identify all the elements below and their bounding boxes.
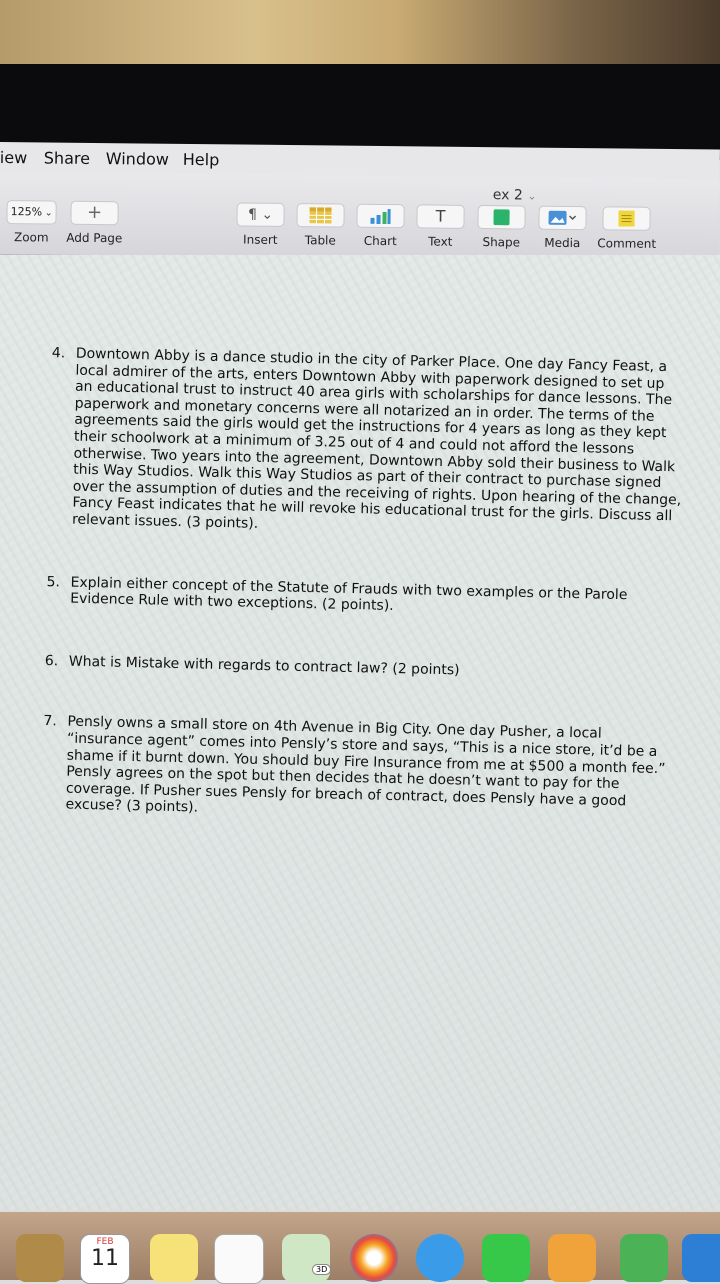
- numbers-icon[interactable]: [620, 1234, 668, 1282]
- chevron-down-icon: ⌄: [42, 208, 53, 218]
- shape-icon: [477, 205, 525, 230]
- reminders-icon[interactable]: [214, 1234, 264, 1284]
- menu-view[interactable]: iew: [0, 148, 27, 167]
- plus-icon: +: [70, 201, 118, 226]
- question-item[interactable]: [40, 573, 681, 621]
- chart-icon: [356, 204, 404, 229]
- question-text: Downtown Abby is a dance studio in the city of Parker Place. One day Fancy Feast, a local admirer of the arts, enters Downtown Abby with paperwork designed to set up an educational trust to instruct 40 area girls with scholarships for dance lessons. The paperwork and monetary concerns were all notarized an in order. The terms of the agreements said the girls would get the instructions for 4 years as long as they kept their schoolwork at a minimum of 3.25 out of 4 and could not afford the lessons otherwise. Two years into the agreement, Downtown Abby sold their business to Walk this Way Studios. Walk this Way Studios as part of their contract to purchase signed over the assumption of duties and the receiving of rights. Upon hearing of the change, Fancy Feast indicates that he will revoke his educational trust for the girls. Discuss all relevant issues. (3 points).: [72, 346, 686, 542]
- table-icon: [296, 203, 344, 228]
- chevron-down-icon: ⌄: [527, 190, 536, 203]
- question-number: 4.: [52, 345, 66, 362]
- messages-icon[interactable]: [416, 1234, 464, 1282]
- text-button[interactable]: [415, 204, 465, 249]
- comment-label: Comment: [597, 236, 656, 251]
- comment-icon: [602, 206, 650, 231]
- media-label: Media: [544, 236, 580, 250]
- add-page-button[interactable]: [65, 201, 123, 246]
- question-text: Explain either concept of the Statute of Frauds with two examples or the Parole Evidence Rule with two exceptions. (2 points).: [70, 574, 681, 621]
- document-title[interactable]: [493, 187, 537, 203]
- maps-icon[interactable]: [282, 1234, 330, 1282]
- background-wall: [0, 0, 720, 70]
- comment-button[interactable]: [597, 206, 655, 251]
- zoom-select[interactable]: [6, 200, 56, 225]
- chart-label: Chart: [364, 234, 397, 248]
- chart-button[interactable]: [355, 204, 405, 249]
- menu-window[interactable]: Window: [106, 149, 169, 169]
- pages-icon[interactable]: [548, 1234, 596, 1282]
- dock: [0, 1212, 720, 1280]
- question-number: 7.: [43, 713, 57, 730]
- text-icon: T: [416, 204, 464, 229]
- menu-help[interactable]: Help: [183, 150, 220, 169]
- question-number: 6.: [45, 653, 59, 670]
- contacts-icon[interactable]: [16, 1234, 64, 1282]
- calendar-day: 11: [81, 1247, 129, 1271]
- photos-icon[interactable]: [350, 1234, 398, 1282]
- calendar-icon[interactable]: [80, 1234, 130, 1284]
- calendar-month: FEB: [81, 1237, 129, 1247]
- keynote-icon[interactable]: [682, 1234, 720, 1282]
- table-label: Table: [305, 233, 336, 247]
- insert-label: Insert: [243, 233, 278, 247]
- toolbar: [0, 172, 720, 263]
- zoom-value: 125%: [11, 205, 43, 218]
- shape-button[interactable]: [475, 205, 527, 250]
- zoom-label: Zoom: [14, 230, 49, 244]
- question-item[interactable]: [42, 345, 686, 542]
- table-button[interactable]: [295, 203, 345, 248]
- document-canvas[interactable]: [0, 255, 720, 1210]
- question-text: Pensly owns a small store on 4th Avenue in Big City. One day Pusher, a local “insurance agent” comes into Pensly’s store and says, “This is a nice store, it’d be a shame if it burnt down. You should buy Fire Insurance from me at $500 a month fee.” Pensly agrees on the spot but then decides that he doesn’t want to pay for the coverage. If Pusher sues Pensly for breach of contract, does Pensly have a good excuse? (3 points).: [65, 714, 677, 827]
- maps-3d-badge: 3D: [312, 1264, 331, 1275]
- facetime-icon[interactable]: [482, 1234, 530, 1282]
- notes-icon[interactable]: [150, 1234, 198, 1282]
- zoom-control[interactable]: [5, 200, 57, 245]
- question-number: 5.: [46, 574, 60, 591]
- paragraph-icon: ¶ ⌄: [236, 202, 284, 227]
- shape-label: Shape: [482, 235, 520, 249]
- media-icon: [538, 206, 586, 231]
- question-text: What is Mistake with regards to contract law? (2 points): [69, 653, 679, 683]
- question-list: [34, 345, 685, 873]
- add-page-label: Add Page: [66, 231, 122, 246]
- text-label: Text: [428, 234, 452, 248]
- insert-button[interactable]: [235, 202, 285, 247]
- menu-share[interactable]: Share: [44, 148, 90, 167]
- question-item[interactable]: [35, 713, 677, 827]
- media-button[interactable]: [537, 206, 587, 251]
- question-item[interactable]: [39, 653, 679, 684]
- document-title-text: ex 2: [493, 187, 523, 203]
